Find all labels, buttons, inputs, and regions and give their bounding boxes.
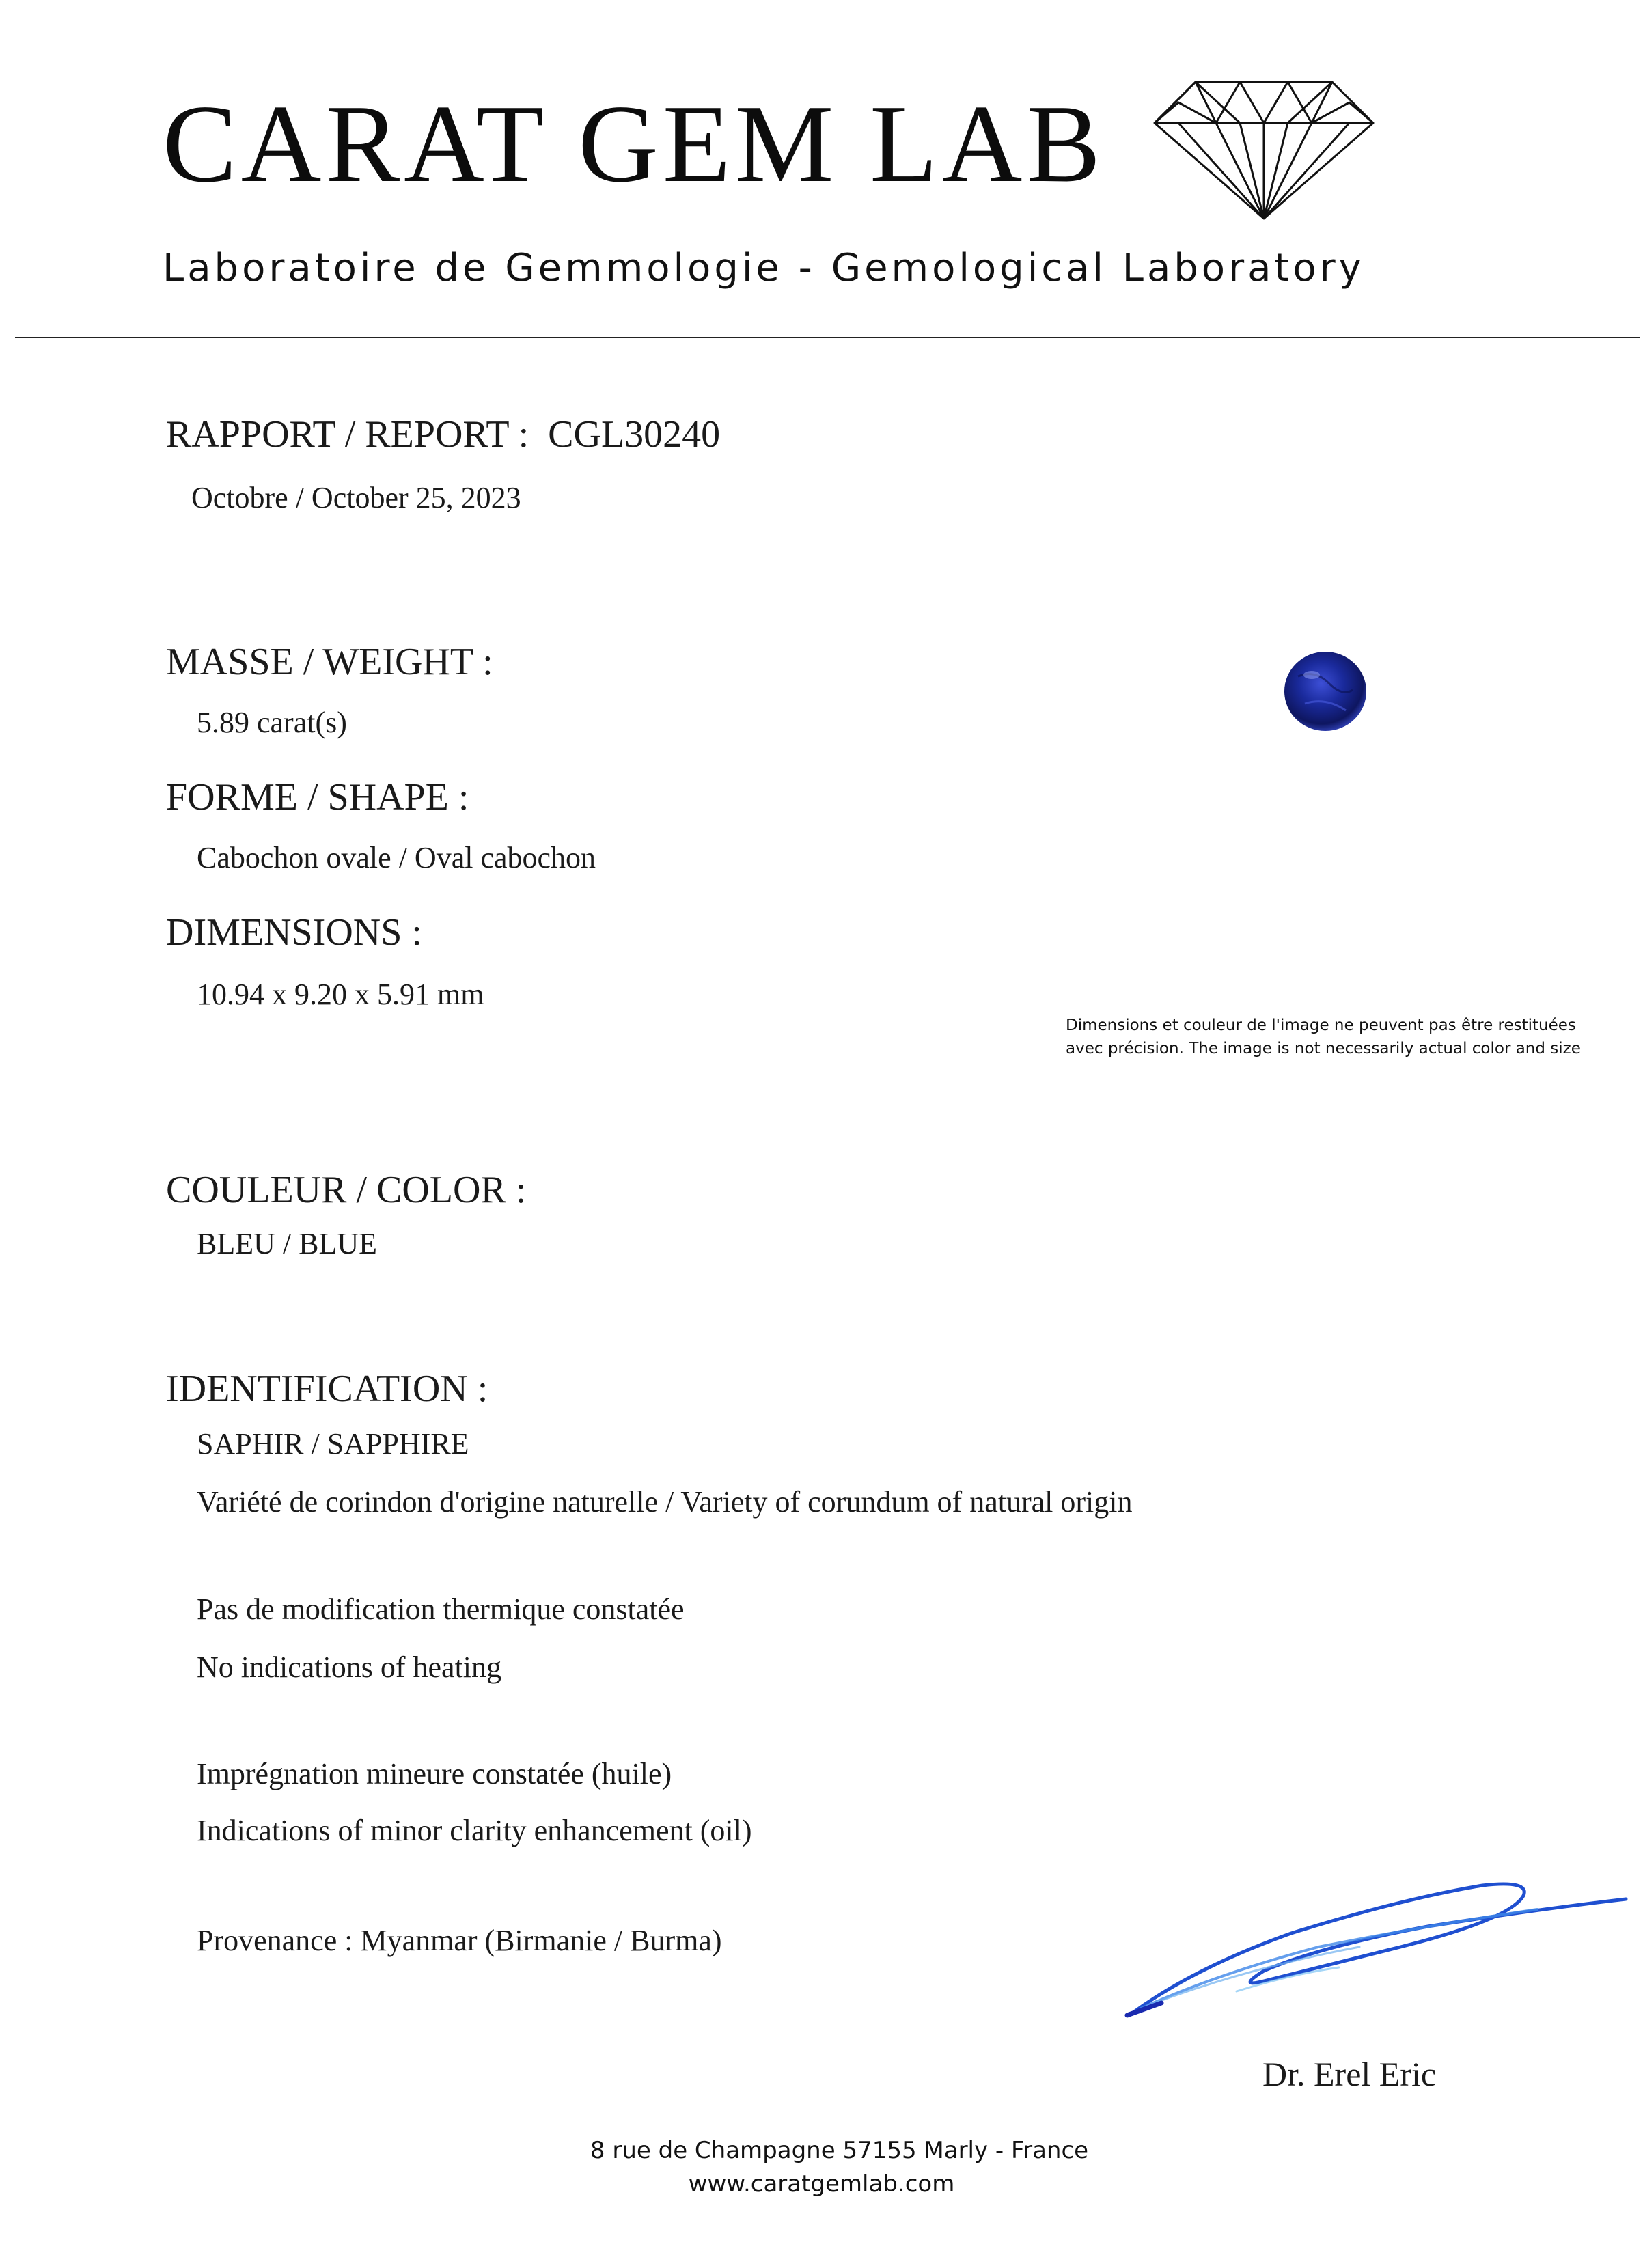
identification-species: SAPHIR / SAPPHIRE xyxy=(197,1427,469,1461)
footer-website: www.caratgemlab.com xyxy=(688,2170,955,2198)
weight-value: 5.89 carat(s) xyxy=(197,706,347,739)
signatory-name: Dr. Erel Eric xyxy=(1262,2055,1437,2093)
diamond-icon xyxy=(1148,75,1380,225)
dimensions-value: 10.94 x 9.20 x 5.91 mm xyxy=(197,978,484,1011)
image-disclaimer xyxy=(1066,1014,1581,1060)
signature xyxy=(1114,1844,1640,2029)
report-number: CGL30240 xyxy=(548,413,721,456)
heat-treatment-fr: Pas de modification thermique constatée xyxy=(197,1592,685,1626)
identification-label: IDENTIFICATION : xyxy=(166,1368,488,1410)
dimensions-label: DIMENSIONS : xyxy=(166,911,422,954)
image-disclaimer-line1: Dimensions et couleur de l'image ne peuvent pas être restituées xyxy=(1066,1017,1576,1034)
lab-tagline: Laboratoire de Gemmologie - Gemological Laboratory xyxy=(163,246,1365,290)
heat-treatment-en: No indications of heating xyxy=(197,1650,502,1684)
color-value: BLEU / BLUE xyxy=(197,1227,377,1260)
image-disclaimer-line2: avec précision. The image is not necessarily actual color and size xyxy=(1066,1040,1581,1057)
report-line xyxy=(166,413,720,456)
report-date: Octobre / October 25, 2023 xyxy=(191,481,521,514)
shape-value: Cabochon ovale / Oval cabochon xyxy=(197,841,596,874)
footer-address: 8 rue de Champagne 57155 Marly - France xyxy=(590,2137,1089,2164)
color-label: COULEUR / COLOR : xyxy=(166,1169,527,1211)
report-label: RAPPORT / REPORT : xyxy=(166,413,529,456)
clarity-enhancement-en: Indications of minor clarity enhancement (oil) xyxy=(197,1814,752,1847)
clarity-enhancement-fr: Imprégnation mineure constatée (huile) xyxy=(197,1757,672,1790)
lab-name: CARAT GEM LAB xyxy=(163,83,1105,206)
identification-variety: Variété de corindon d'origine naturelle / Variety of corundum of natural origin xyxy=(197,1485,1133,1519)
weight-label: MASSE / WEIGHT : xyxy=(166,641,493,683)
header-divider xyxy=(15,337,1640,338)
sapphire-photo xyxy=(1278,649,1373,738)
origin: Provenance : Myanmar (Birmanie / Burma) xyxy=(197,1924,722,1957)
shape-label: FORME / SHAPE : xyxy=(166,776,469,818)
